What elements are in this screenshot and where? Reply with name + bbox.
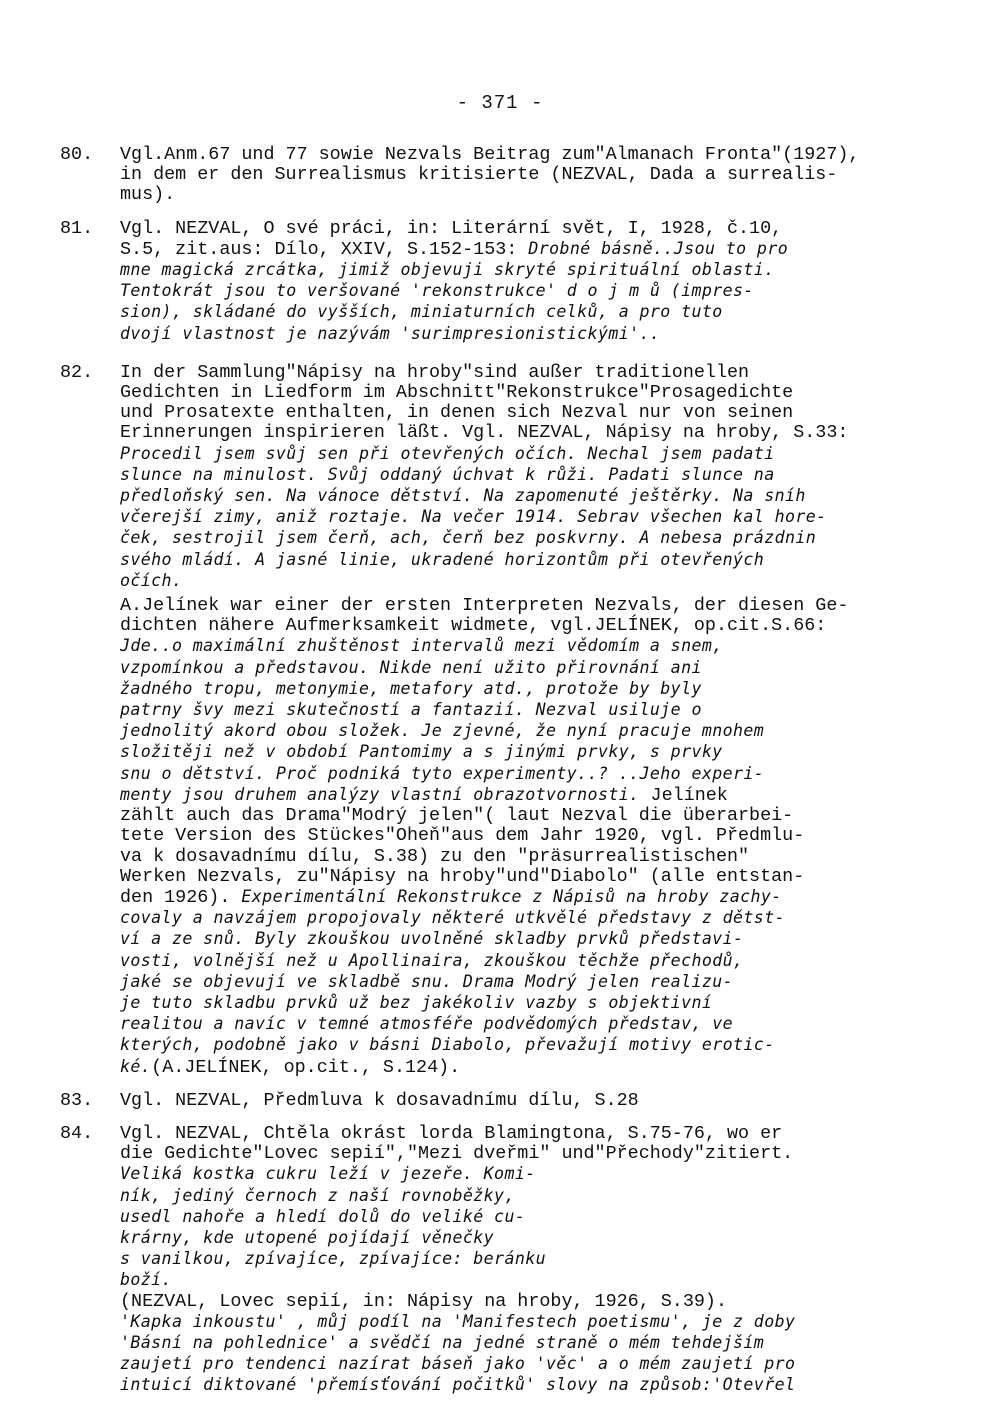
note-number: 81. — [60, 217, 94, 239]
quoted-text: intuicí diktované 'přemísťování počitků' slovy na způsob:'Otevřel — [120, 1375, 796, 1395]
note-84 — [60, 1124, 940, 1397]
quoted-text: realitou a navíc v temné atmosféře podvědomých představ, ve — [120, 1014, 734, 1034]
note-81 — [60, 219, 940, 345]
note-text: Gedichten in Liedform im Abschnitt"Rekonstrukce"Prosagedichte — [120, 382, 794, 404]
note-text: Vgl.Anm.67 und 77 sowie Nezvals Beitrag zum"Almanach Fronta"(1927), — [120, 144, 860, 165]
note-text: In der Sammlung"Nápisy na hroby"sind außer traditionellen — [120, 361, 750, 383]
page-number: - 371 - — [456, 92, 544, 114]
note-text: zählt auch das Drama"Modrý jelen"( laut Nezval die überarbei- — [120, 805, 794, 827]
note-text: Jelínek — [639, 784, 728, 806]
quoted-text: je tuto skladbu prvků už bez jakékoliv vazby s objektivní — [120, 992, 713, 1012]
quoted-text: 'Kapka inkoustu' , můj podíl na 'Manifestech poetismu', je z doby — [120, 1311, 796, 1331]
note-text: und Prosatexte enthalten, in denen sich Nezval nur von seinen — [120, 402, 794, 424]
note-82 — [60, 363, 940, 1078]
quoted-text: jednolitý akord obou složek. Je zjevné, že nyní pracuje mnohem — [120, 721, 765, 741]
note-text: Vgl. NEZVAL, Předmluva k dosavadnímu dílu, S.28 — [120, 1089, 639, 1111]
note-text: Vgl. NEZVAL, Chtěla okrást lorda Blamingtona, S.75-76, wo er — [120, 1122, 783, 1144]
note-text: (NEZVAL, Lovec sepií, in: Nápisy na hroby, 1926, S.39). — [120, 1290, 727, 1312]
note-number: 80. — [60, 144, 94, 165]
quoted-text: očích. — [120, 570, 183, 590]
note-paragraph — [120, 1091, 940, 1111]
quoted-text: jaké se objevují ve skladbě snu. Drama Modrý jelen realizu- — [120, 971, 734, 991]
quoted-text: kterých, podobně jako v básni Diabolo, převažují motivy erotic- — [120, 1035, 775, 1055]
note-text: tete Version des Stückes"Oheň"aus dem Jahr 1920, vgl. Předmlu- — [120, 825, 805, 847]
note-83 — [60, 1091, 940, 1111]
quoted-text: Experimentální Rekonstrukce z Nápisů na hroby zachy- — [241, 886, 782, 906]
quoted-text: složitěji než v období Pantomimy a s jinými prvky, s prvky — [120, 742, 723, 762]
quoted-text: snu o dětství. Proč podniká tyto experimenty..? ..Jeho experi- — [120, 763, 765, 783]
note-80 — [60, 145, 940, 206]
note-text: mus). — [120, 184, 176, 206]
note-text: Vgl. NEZVAL, O své práci, in: Literární svět, I, 1928, č.10, — [120, 217, 783, 239]
quoted-text: slunce na minulost. Svůj oddaný úchvat k růži. Padati slunce na — [120, 464, 775, 484]
quoted-text: ník, jediný černoch z naší rovnoběžky, — [120, 1185, 515, 1205]
quoted-text: krárny, kde utopené pojídají věnečky — [120, 1227, 495, 1247]
note-text: die Gedichte"Lovec sepií","Mezi dveřmi" und"Přechody"zitiert. — [120, 1143, 794, 1165]
quoted-text: mne magická zrcátka, jimiž objevuji skryté spirituální oblasti. — [120, 260, 775, 280]
quoted-text: zaujetí pro tendenci nazírat báseň jako 'věc' a o mém zaujetí pro — [120, 1354, 796, 1374]
note-text: va k dosavadnímu dílu, S.38) zu den "präsurrealistischen" — [120, 845, 750, 867]
quoted-text: boží. — [120, 1270, 172, 1290]
quoted-text: Drobné básně..Jsou to pro — [528, 238, 789, 258]
note-text: A.Jelínek war einer der ersten Interpreten Nezvals, der diesen Ge- — [120, 595, 849, 617]
quoted-text: Tentokrát jsou to veršované 'rekonstrukce' d o j m ů (impres- — [120, 281, 754, 301]
quoted-text: Veliká kostka cukru leží v jezeře. Komi- — [120, 1164, 536, 1184]
note-text: Erinnerungen inspirieren läßt. Vgl. NEZVAL, Nápisy na hroby, S.33: — [120, 422, 849, 444]
quoted-text: žadného tropu, metonymie, metafory atd., protože by byly — [120, 678, 702, 698]
note-number: 82. — [60, 361, 94, 383]
quoted-text: předloňský sen. Na vánoce dětství. Na zapomenuté ještěrky. Na sníh — [120, 486, 806, 506]
quoted-text: patrny švy mezi skutečností a fantazií. Nezval usiluje o — [120, 700, 702, 720]
quoted-text: včerejší zimy, aniž roztaje. Na večer 1914. Sebrav všechen kal hore- — [120, 507, 827, 527]
quoted-text: Procedil jsem svůj sen při otevřených očích. Nechal jsem padati — [120, 443, 775, 463]
quoted-text: dvojí vlastnost je nazývám 'surimpresionistickými'.. — [120, 323, 661, 343]
quoted-text: usedl nahoře a hledí dolů do veliké cu- — [120, 1206, 526, 1226]
quoted-text: ké. — [120, 1056, 152, 1076]
note-number: 83. — [60, 1089, 94, 1111]
note-paragraph — [120, 1124, 940, 1397]
note-number: 84. — [60, 1122, 94, 1144]
quoted-text: sion), skládané do vyšších, miniaturních celků, a pro tuto — [120, 302, 723, 322]
note-text: S.5, zit.aus: Dílo, XXIV, S.152-153: — [120, 238, 529, 260]
note-paragraph — [120, 363, 940, 592]
note-text: (A.JELÍNEK, op.cit., S.124). — [151, 1056, 461, 1078]
note-text: Werken Nezvals, zu"Nápisy na hroby"und"Diabolo" (alle entstan- — [120, 865, 805, 887]
note-text: in dem er den Surrealismus kritisierte (NEZVAL, Dada a surrealis- — [120, 164, 838, 186]
quoted-text: menty jsou druhem analýzy vlastní obrazotvornosti. — [120, 784, 640, 804]
quoted-text: vosti, volnější než u Apollinaira, zkouškou těchže přechodů, — [120, 950, 744, 970]
quoted-text: 'Básní na pohlednice' a svědčí na jedné straně o mém tehdejším — [120, 1332, 765, 1352]
note-paragraph — [120, 145, 940, 206]
quoted-text: vzpomínkou a představou. Nikde není užito přirovnání ani — [120, 657, 702, 677]
note-text: den 1926). — [120, 886, 242, 908]
quoted-text: svého mládí. A jasné linie, ukradené horizontům při otevřených — [120, 549, 765, 569]
quoted-text: ček, sestrojil jsem čerň, ach, čerň bez poskvrny. A nebesa prázdnin — [120, 528, 817, 548]
quoted-text: covaly a navzájem propojovaly některé utkvělé představy z dětst- — [120, 908, 785, 928]
note-paragraph — [120, 596, 940, 1078]
note-paragraph — [120, 219, 940, 345]
endnotes — [60, 145, 940, 1397]
quoted-text: ví a ze snů. Byly zkouškou uvolněné skladby prvků představi- — [120, 929, 744, 949]
note-text: dichten nähere Aufmerksamkeit widmete, vgl.JELÍNEK, op.cit.S.66: — [120, 615, 827, 637]
quoted-text: Jde..o maximální zhuštěnost intervalů mezi vědomím a snem, — [120, 636, 723, 656]
quoted-text: s vanilkou, zpívajíce, zpívajíce: beránku — [120, 1249, 547, 1269]
